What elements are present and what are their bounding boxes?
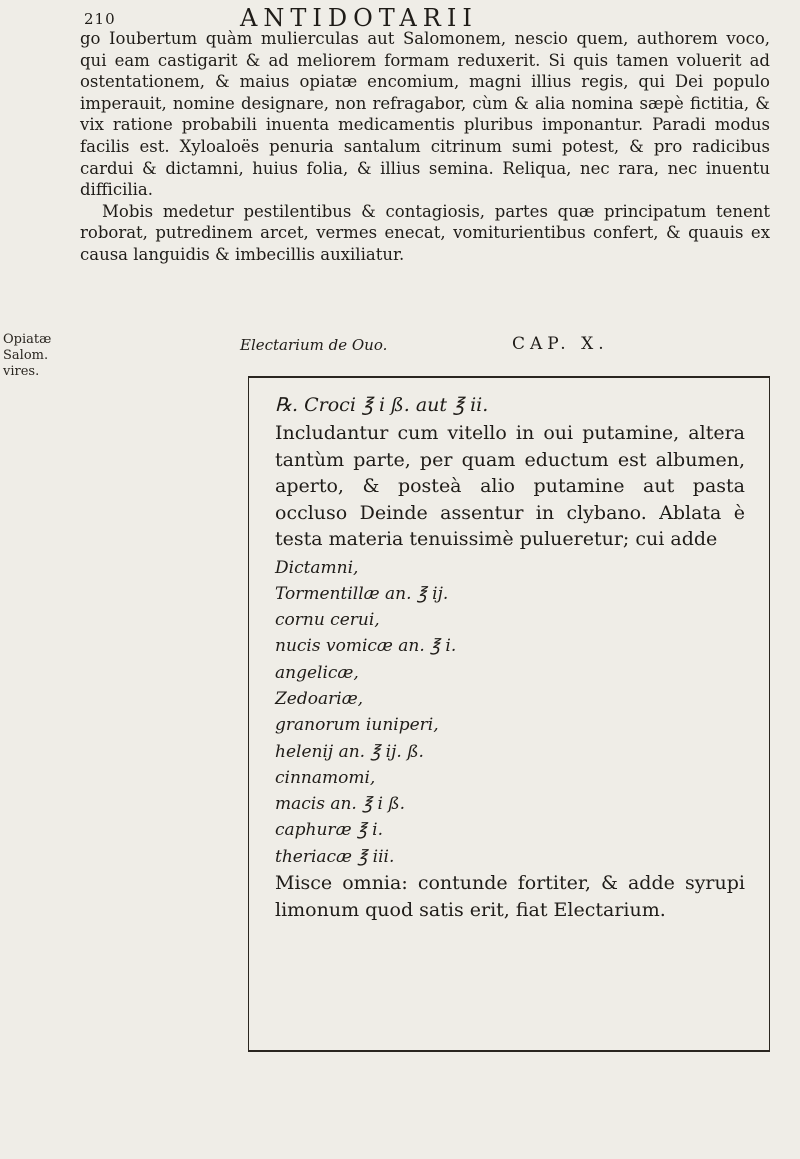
ingredient: helenij an. ℥ ij. ß. bbox=[275, 741, 424, 762]
section-title: Electarium de Ouo. bbox=[240, 336, 388, 354]
ingredient: Dictamni, bbox=[275, 557, 359, 578]
ingredient: theriacæ ℥ iii. bbox=[275, 846, 395, 867]
ingredient: cornu cerui, bbox=[275, 610, 380, 631]
recipe-content bbox=[275, 390, 745, 923]
recipe-box bbox=[248, 376, 770, 1052]
body-text bbox=[80, 28, 770, 266]
ingredient: cinnamomi, bbox=[275, 767, 376, 788]
ingredient: Tormentillæ an. ℥ ij. bbox=[275, 583, 449, 604]
ingredient: angelicæ, bbox=[275, 662, 359, 683]
recipe-final: Misce omnia: contunde fortiter, & adde syrupi limonum quod satis erit, fiat Electarium. bbox=[275, 872, 745, 921]
page-number: 210 bbox=[84, 10, 116, 28]
margin-note: Opiatæ Salom. vires. bbox=[3, 332, 52, 379]
ingredient-list bbox=[275, 555, 745, 871]
ingredient: nucis vomicæ an. ℥ i. bbox=[275, 636, 457, 657]
body-paragraph: Mobis medetur pestilentibus & contagiosis, partes quæ principatum tenent roborat, putredinem arcet, vermes enecat, vomiturientibus confert, & quauis ex causa languidis & imbecillis auxiliatur. bbox=[80, 201, 770, 264]
recipe-head: ℞. Croci ℥ i ß. aut ℥ ii. bbox=[275, 394, 489, 416]
ingredient: Zedoariæ, bbox=[275, 688, 364, 709]
body-paragraph: go Ioubertum quàm mulierculas aut Salomonem, nescio quem, authorem voco, qui eam castigarit & ad meliorem formam reduxerit. Si quis tamen voluerit ad ostentationem, & maius opiatæ encomium, magni illius regis, qui Dei populo imperauit, nomine designare, non refragabor, cùm & alia nomina sæpè fictitia, & vix ratione probabili inuenta medicamentis pluribus imponantur. Paradi modus facilis est. Xyloaloës penuria santalum citrinum sumi potest, & pro radicibus cardui & dictamni, huius folia, & illius semina. Reliqua, nec rara, nec inuentu difficilia. bbox=[80, 29, 770, 200]
chapter-label: CAP. X. bbox=[512, 334, 609, 354]
running-title: ANTIDOTARII bbox=[240, 4, 478, 32]
ingredient: caphuræ ℥ i. bbox=[275, 820, 384, 841]
section-heading bbox=[240, 336, 720, 360]
ingredient: macis an. ℥ i ß. bbox=[275, 794, 406, 815]
ingredient: granorum iuniperi, bbox=[275, 715, 439, 736]
recipe-instructions: Includantur cum vitello in oui putamine, altera tantùm parte, per quam eductum est albumen, aperto, & posteà alio putamine aut pasta occluso Deinde assentur in clybano. Ablata è testa materia tenuissimè pulueretur; cui adde bbox=[275, 422, 745, 550]
